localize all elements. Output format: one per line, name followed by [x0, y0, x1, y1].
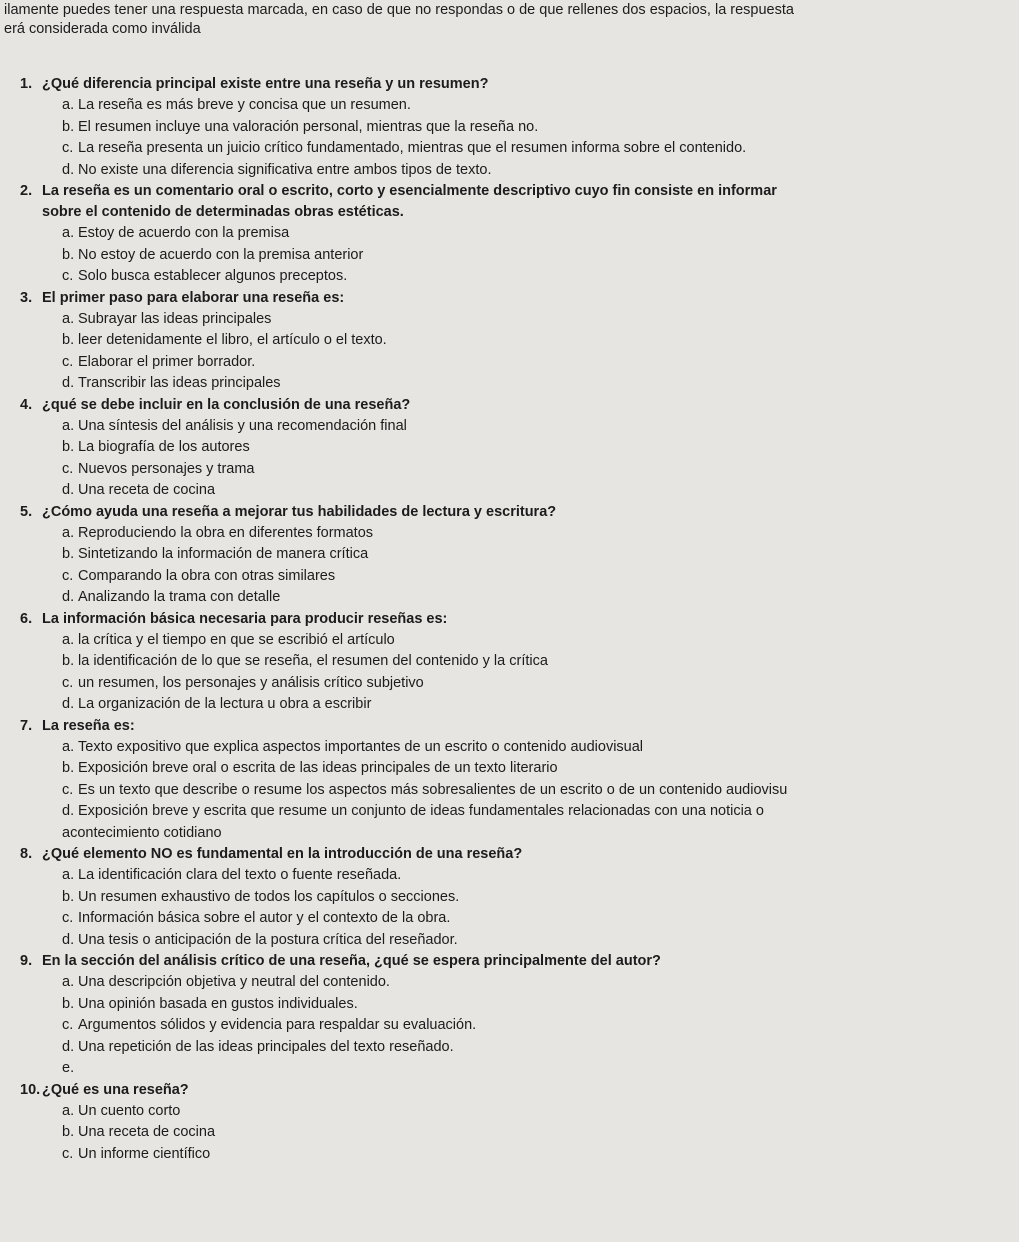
option-letter: b.: [62, 439, 75, 455]
option-letter: d.: [62, 482, 75, 498]
option-letter: a.: [62, 417, 75, 434]
option-text: La biografía de los autores: [78, 439, 250, 455]
question-text: ¿Qué es una reseña?: [42, 1081, 189, 1098]
question-text: ¿qué se debe incluir en la conclusión de una reseña?: [42, 396, 411, 413]
option-letter: a.: [62, 867, 75, 883]
option-2-c[interactable]: [20, 266, 1011, 288]
option-9-c[interactable]: [20, 1015, 1011, 1037]
question-text: En la sección del análisis crítico de una reseña, ¿qué se espera principalmente del autor?: [42, 953, 661, 969]
option-6-c[interactable]: [20, 673, 1011, 695]
option-letter: d.: [62, 161, 75, 178]
option-text: Subrayar las ideas principales: [78, 310, 272, 327]
option-letter: c.: [62, 1017, 74, 1033]
option-8-b[interactable]: [20, 887, 1011, 909]
option-text: No estoy de acuerdo con la premisa anterior: [78, 246, 364, 263]
question-1: [20, 74, 1011, 181]
option-8-a[interactable]: [20, 865, 1011, 887]
option-text: Transcribir las ideas principales: [78, 375, 281, 391]
question-title: [20, 951, 1011, 972]
option-letter: a.: [62, 225, 75, 241]
question-text: El primer paso para elaborar una reseña es:: [42, 289, 345, 306]
option-letter: d.: [62, 696, 75, 712]
question-3: [20, 288, 1011, 395]
option-text: Analizando la trama con detalle: [78, 589, 281, 605]
question-text: La información básica necesaria para producir reseñas es:: [42, 610, 448, 627]
option-10-c[interactable]: [20, 1144, 1011, 1166]
option-4-b[interactable]: [20, 437, 1011, 459]
question-number: 2.: [20, 183, 33, 199]
instructions-line-1: ilamente puedes tener una respuesta marcada, en caso de que no respondas o de que rellenes dos espacios, la respuesta: [4, 2, 794, 18]
option-text: Comparando la obra con otras similares: [78, 567, 336, 584]
option-text: Un cuento corto: [78, 1102, 181, 1119]
option-10-b[interactable]: [20, 1122, 1011, 1144]
option-letter: d.: [62, 803, 75, 819]
option-text: La reseña presenta un juicio crítico fundamentado, mientras que el resumen informa sobre el contenido.: [78, 140, 747, 156]
option-text: Elaborar el primer borrador.: [78, 353, 256, 370]
question-number: 1.: [20, 76, 33, 92]
option-3-a[interactable]: [20, 309, 1011, 331]
option-text: un resumen, los personajes y análisis crítico subjetivo: [78, 674, 424, 691]
option-letter: b.: [62, 118, 75, 135]
option-3-b[interactable]: [20, 330, 1011, 352]
option-6-b[interactable]: [20, 651, 1011, 673]
question-title: [20, 716, 1011, 737]
option-letter: a.: [62, 1102, 75, 1119]
question-text: La reseña es:: [42, 717, 135, 734]
instructions: [4, 1, 1011, 39]
question-title: [20, 395, 1011, 416]
option-letter: c.: [62, 268, 74, 284]
option-9-d[interactable]: [20, 1037, 1011, 1059]
option-text: Una receta de cocina: [78, 482, 216, 498]
question-4: [20, 395, 1011, 502]
option-6-a[interactable]: [20, 630, 1011, 652]
question-list: [20, 74, 1011, 1165]
option-letter: c.: [62, 1145, 74, 1162]
option-letter: c.: [62, 781, 74, 798]
option-letter: c.: [62, 674, 74, 691]
option-text: Texto expositivo que explica aspectos importantes de un escrito o contenido audiovisual: [78, 738, 644, 755]
option-text: La identificación clara del texto o fuente reseñada.: [78, 867, 402, 883]
option-letter: b.: [62, 888, 75, 905]
option-letter: b.: [62, 995, 75, 1012]
option-text: leer detenidamente el libro, el artículo o el texto.: [78, 332, 387, 348]
option-letter: a.: [62, 524, 75, 541]
option-text: Una síntesis del análisis y una recomendación final: [78, 417, 407, 434]
option-text: Una receta de cocina: [78, 1124, 216, 1140]
option-8-c[interactable]: [20, 908, 1011, 930]
question-number: 7.: [20, 717, 33, 734]
option-letter: d.: [62, 1038, 75, 1055]
option-5-a[interactable]: [20, 523, 1011, 545]
instructions-line-2: erá considerada como inválida: [4, 21, 201, 37]
question-5: [20, 502, 1011, 609]
option-text: Exposición breve oral o escrita de las ideas principales de un texto literario: [78, 760, 558, 776]
option-continuation: [20, 823, 1011, 845]
option-letter: a.: [62, 310, 75, 327]
option-1-a[interactable]: [20, 95, 1011, 117]
question-number: 6.: [20, 610, 33, 627]
option-letter: e.: [62, 1060, 75, 1076]
question-text: ¿Qué elemento NO es fundamental en la introducción de una reseña?: [42, 846, 523, 862]
question-2: [20, 181, 1011, 288]
option-5-d[interactable]: [20, 587, 1011, 609]
option-4-a[interactable]: [20, 416, 1011, 438]
option-text: Una tesis o anticipación de la postura crítica del reseñador.: [78, 931, 458, 948]
option-letter: d.: [62, 375, 75, 391]
option-text: Una opinión basada en gustos individuales.: [78, 995, 358, 1012]
option-text: Es un texto que describe o resume los aspectos más sobresalientes de un escrito o de un contenido audiovisu: [78, 781, 788, 798]
option-2-a[interactable]: [20, 223, 1011, 245]
question-number: 3.: [20, 289, 33, 306]
option-text-continued: acontecimiento cotidiano: [62, 824, 222, 841]
option-letter: d.: [62, 931, 75, 948]
option-text: No existe una diferencia significativa entre ambos tipos de texto.: [78, 161, 492, 178]
option-2-b[interactable]: [20, 245, 1011, 267]
question-title: [20, 181, 1011, 223]
option-1-b[interactable]: [20, 117, 1011, 139]
question-title: [20, 288, 1011, 309]
question-9: [20, 951, 1011, 1080]
option-letter: c.: [62, 567, 74, 584]
option-1-d[interactable]: [20, 160, 1011, 182]
option-3-d[interactable]: [20, 373, 1011, 395]
question-title: [20, 74, 1011, 95]
option-letter: a.: [62, 97, 75, 113]
option-text: El resumen incluye una valoración personal, mientras que la reseña no.: [78, 118, 539, 135]
question-number: 10.: [20, 1081, 41, 1098]
option-letter: c.: [62, 910, 74, 926]
option-8-d[interactable]: [20, 930, 1011, 952]
option-text: Un informe científico: [78, 1145, 211, 1162]
question-title: [20, 844, 1011, 865]
question-number: 5.: [20, 503, 33, 520]
question-number: 4.: [20, 396, 33, 413]
option-7-b[interactable]: [20, 758, 1011, 780]
option-letter: b.: [62, 332, 75, 348]
option-7-d[interactable]: [20, 801, 1011, 823]
question-title: [20, 609, 1011, 630]
option-letter: d.: [62, 589, 75, 605]
question-text: ¿Qué diferencia principal existe entre una reseña y un resumen?: [42, 76, 489, 92]
option-9-a[interactable]: [20, 972, 1011, 994]
option-text: Una descripción objetiva y neutral del contenido.: [78, 974, 390, 990]
option-9-e[interactable]: [20, 1058, 1011, 1080]
option-text: Una repetición de las ideas principales del texto reseñado.: [78, 1038, 454, 1055]
option-letter: b.: [62, 653, 75, 669]
option-text: Estoy de acuerdo con la premisa: [78, 225, 290, 241]
option-text: Sintetizando la información de manera crítica: [78, 546, 369, 562]
option-text: Información básica sobre el autor y el contexto de la obra.: [78, 910, 451, 926]
option-letter: b.: [62, 1124, 75, 1140]
option-text: la crítica y el tiempo en que se escribió el artículo: [78, 631, 395, 648]
question-8: [20, 844, 1011, 951]
option-text: La reseña es más breve y concisa que un resumen.: [78, 97, 411, 113]
question-text: ¿Cómo ayuda una reseña a mejorar tus habilidades de lectura y escritura?: [42, 503, 557, 520]
option-letter: b.: [62, 246, 75, 263]
option-text: Solo busca establecer algunos preceptos.: [78, 268, 348, 284]
option-letter: a.: [62, 974, 75, 990]
option-9-b[interactable]: [20, 994, 1011, 1016]
option-7-a[interactable]: [20, 737, 1011, 759]
option-4-c[interactable]: [20, 459, 1011, 481]
option-text: Exposición breve y escrita que resume un conjunto de ideas fundamentales relacionadas con una noticia o: [78, 803, 764, 819]
option-letter: c.: [62, 353, 74, 370]
option-1-c[interactable]: [20, 138, 1011, 160]
question-7: [20, 716, 1011, 845]
option-7-c[interactable]: [20, 780, 1011, 802]
question-text-continued: sobre el contenido de determinadas obras estéticas.: [42, 204, 404, 220]
option-letter: c.: [62, 140, 74, 156]
option-text: Un resumen exhaustivo de todos los capítulos o secciones.: [78, 888, 460, 905]
option-5-c[interactable]: [20, 566, 1011, 588]
option-6-d[interactable]: [20, 694, 1011, 716]
option-text: Argumentos sólidos y evidencia para respaldar su evaluación.: [78, 1017, 477, 1033]
option-letter: a.: [62, 631, 75, 648]
option-text: la identificación de lo que se reseña, el resumen del contenido y la crítica: [78, 653, 548, 669]
option-5-b[interactable]: [20, 544, 1011, 566]
option-letter: a.: [62, 738, 75, 755]
question-10: [20, 1080, 1011, 1166]
option-text: La organización de la lectura u obra a escribir: [78, 696, 372, 712]
question-title: [20, 1080, 1011, 1101]
question-text: La reseña es un comentario oral o escrito, corto y esencialmente descriptivo cuyo fin consiste en informar: [42, 183, 777, 199]
option-3-c[interactable]: [20, 352, 1011, 374]
option-text: Reproduciendo la obra en diferentes formatos: [78, 524, 374, 541]
question-title: [20, 502, 1011, 523]
option-text: Nuevos personajes y trama: [78, 460, 255, 477]
question-6: [20, 609, 1011, 716]
option-4-d[interactable]: [20, 480, 1011, 502]
question-number: 9.: [20, 953, 33, 969]
option-10-a[interactable]: [20, 1101, 1011, 1123]
question-number: 8.: [20, 846, 33, 862]
option-letter: b.: [62, 760, 75, 776]
option-letter: b.: [62, 546, 75, 562]
option-letter: c.: [62, 460, 74, 477]
